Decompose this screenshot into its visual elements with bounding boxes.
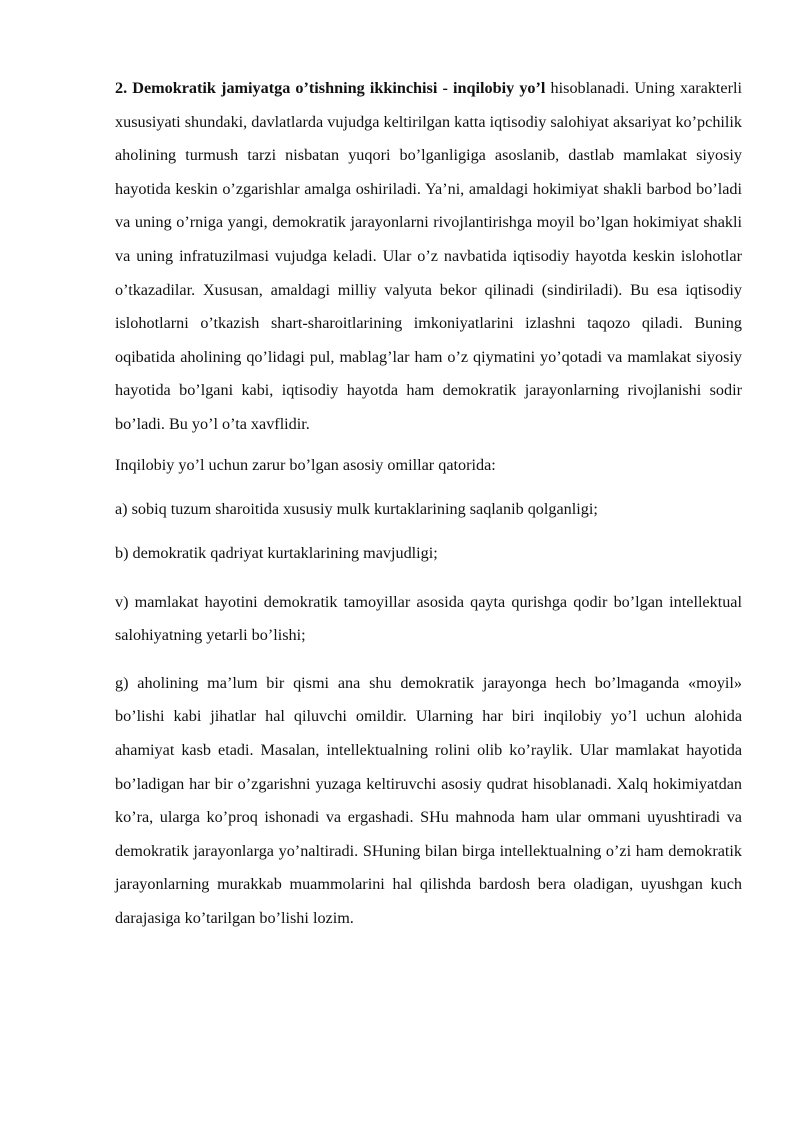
paragraph-inqilobiy-yol (115, 72, 742, 442)
paragraph-omillar-intro: Inqilobiy yo’l uchun zarur bo’lgan asosiy omillar qatorida: (115, 455, 496, 474)
paragraph-body: hisoblanadi. Uning xarakterli xususiyati shundaki, davlatlarda vujudga keltirilgan katta iqtisodiy salohiyat aksariyat ko’pchilik aholining turmush tarzi nisbatan yuqori bo’lganligiga asoslanib, dastlab mamlakat siyosiy hayotida keskin o’zgarishlar amalga oshiriladi. Ya’ni, amaldagi hokimiyat shakli barbod bo’ladi va uning o’rniga yangi, demokratik jarayonlarni rivojlantirishga moyil bo’lgan hokimiyat shakli va uning infratuzilmasi vujudga keladi. Ular o’z navbatida iqtisodiy hayotda keskin islohotlar o’tkazadilar. Xususan, amaldagi milliy valyuta bekor qilinadi (sindiriladi). Bu esa iqtisodiy islohotlarni o’tkazish shart-sharoitlarining imkoniyatlarini izlashni taqozo qiladi. Buning oqibatida aholining qo’lidagi pul, mablag’lar ham o’z qiymatini yo’qotadi va mamlakat siyosiy hayotida bo’lgani kabi, iqtisodiy hayotda ham demokratik jarayonlarning rivojlanishi sodir bo’ladi. Bu yo’l o’ta xavflidir. (115, 79, 742, 433)
list-item-v: v) mamlakat hayotini demokratik tamoyillar asosida qayta qurishga qodir bo’lgan intellektual salohiyatning yetarli bo’lishi; (115, 592, 742, 645)
list-item-b: b) demokratik qadriyat kurtaklarining mavjudligi; (115, 543, 438, 562)
list-item-a: a) sobiq tuzum sharoitida xususiy mulk kurtaklarining saqlanib qolganligi; (115, 499, 598, 518)
list-item-g: g) aholining ma’lum bir qismi ana shu demokratik jarayonga hech bo’lmaganda «moyil» bo’lishi kabi jihatlar hal qiluvchi omildir. Ularning har biri inqilobiy yo’l uchun alohida ahamiyat kasb etadi. Masalan, intellektualning rolini olib ko’raylik. Ular mamlakat hayotida bo’ladigan har bir o’zgarishni yuzaga keltiruvchi asosiy qudrat hisoblanadi. Xalq hokimiyatdan ko’ra, ularga ko’proq ishonadi va ergashadi. SHu mahnoda ham ular ommani uyushtiradi va demokratik jarayonlarga yo’naltiradi. SHuning bilan birga intellektualning o’zi ham demokratik jarayonlarning murakkab muammolarini hal qilishda bardosh bera oladigan, uyushgan kuch darajasiga ko’tarilgan bo’lishi lozim. (115, 673, 742, 927)
paragraph-bold-lead: 2. Demokratik jamiyatga o’tishning ikkinchisi - inqilobiy yo’l (115, 79, 546, 97)
document-page (115, 72, 742, 950)
